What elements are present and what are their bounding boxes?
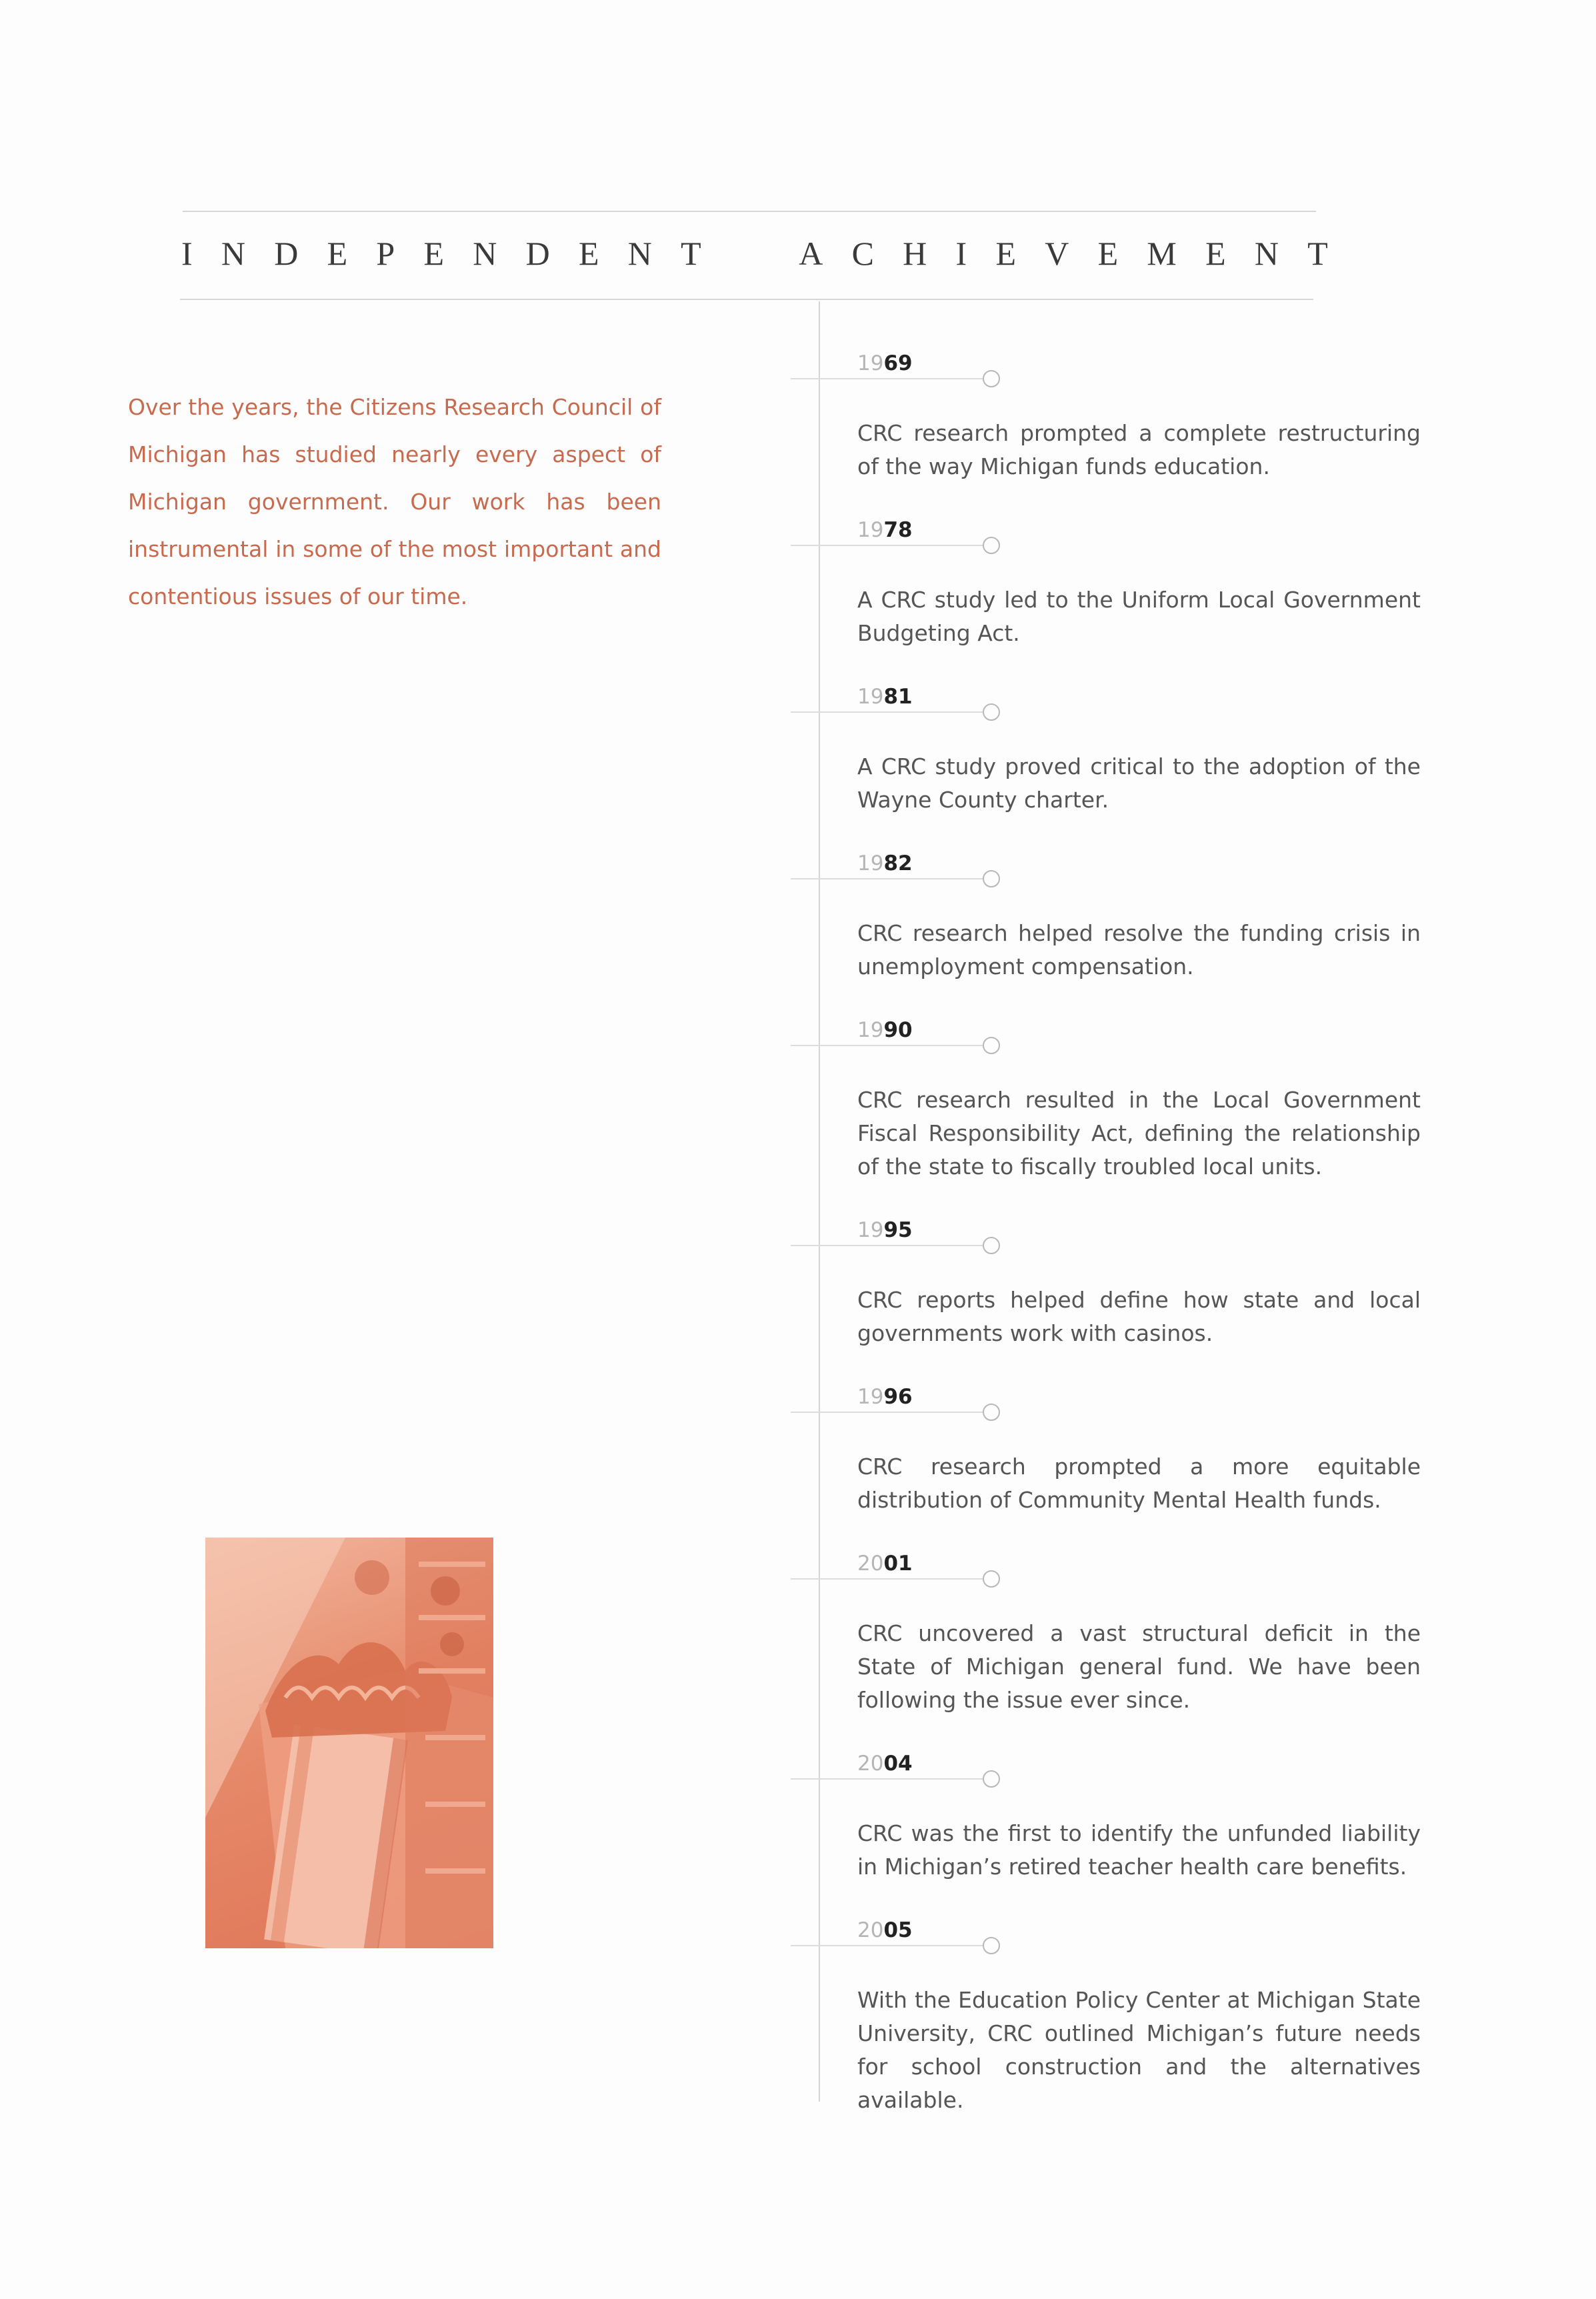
timeline-year — [857, 517, 913, 543]
year-prefix: 19 — [857, 685, 884, 709]
year-prefix: 20 — [857, 1918, 884, 1942]
title-letter: D — [525, 235, 550, 272]
timeline-tick — [791, 1245, 991, 1246]
timeline-circle-icon — [983, 1037, 1000, 1054]
timeline-entry — [791, 1550, 1424, 1750]
year-suffix: 05 — [883, 1918, 913, 1942]
timeline-circle-icon — [983, 1570, 1000, 1588]
title-letter: I — [181, 235, 193, 272]
year-suffix: 69 — [883, 351, 913, 375]
year-suffix: 78 — [883, 518, 913, 542]
timeline-circle-icon — [983, 1404, 1000, 1421]
title-letter: H — [903, 235, 927, 272]
timeline-circle-icon — [983, 870, 1000, 887]
title-word-gap — [730, 233, 770, 273]
timeline-tick — [791, 1945, 991, 1946]
year-suffix: 95 — [883, 1218, 913, 1242]
timeline-description: CRC research prompted a complete restructuring of the way Michigan funds education. — [857, 420, 1421, 479]
timeline-tick — [791, 1045, 991, 1046]
timeline-description: CRC uncovered a vast structural deficit in the State of Michigan general fund. We have been following the issue ever since. — [857, 1620, 1421, 1713]
timeline-year — [857, 1917, 913, 1944]
timeline-description: A CRC study led to the Uniform Local Government Budgeting Act. — [857, 587, 1421, 646]
year-suffix: 90 — [883, 1018, 913, 1042]
timeline-description: CRC research prompted a more equitable distribution of Community Mental Health funds. — [857, 1454, 1421, 1513]
title-letter: A — [799, 235, 823, 272]
intro-paragraph: Over the years, the Citizens Research Council of Michigan has studied nearly every aspect of Michigan government. Our work has been instrumental in some of the most important and contentious issues of our time. — [128, 394, 661, 609]
year-prefix: 19 — [857, 351, 884, 375]
timeline-year — [857, 1217, 913, 1244]
year-prefix: 19 — [857, 1385, 884, 1409]
title-letter: E — [1205, 235, 1226, 272]
timeline-description: CRC reports helped define how state and local governments work with casinos. — [857, 1287, 1421, 1346]
timeline-tick — [791, 545, 991, 546]
timeline-tick — [791, 711, 991, 713]
timeline-year — [857, 1384, 913, 1410]
year-suffix: 04 — [883, 1752, 913, 1776]
title-letter: T — [681, 235, 701, 272]
title-letter: E — [995, 235, 1016, 272]
timeline-circle-icon — [983, 537, 1000, 554]
timeline-tick — [791, 878, 991, 879]
title-letter: P — [376, 235, 395, 272]
year-prefix: 20 — [857, 1752, 884, 1776]
header-rule-top — [183, 211, 1316, 212]
timeline-tick — [791, 1412, 991, 1413]
timeline-circle-icon — [983, 370, 1000, 387]
year-suffix: 01 — [883, 1552, 913, 1576]
timeline-year — [857, 683, 913, 710]
column-capital-photo — [205, 1538, 493, 1948]
timeline-tick — [791, 378, 991, 379]
timeline-circle-icon — [983, 1237, 1000, 1254]
page-title — [181, 233, 1328, 273]
timeline-tick — [791, 1578, 991, 1580]
title-letter: C — [851, 235, 874, 272]
title-letter: M — [1147, 235, 1177, 272]
title-letter: N — [627, 235, 652, 272]
title-letter: N — [1254, 235, 1279, 272]
year-prefix: 20 — [857, 1552, 884, 1576]
year-suffix: 82 — [883, 851, 913, 875]
title-letter: E — [1097, 235, 1119, 272]
year-prefix: 19 — [857, 518, 884, 542]
title-letter: D — [274, 235, 299, 272]
title-letter: T — [1307, 235, 1328, 272]
timeline-entry — [791, 1917, 1424, 2117]
column-capital-icon — [205, 1538, 493, 1948]
year-prefix: 19 — [857, 1218, 884, 1242]
timeline-circle-icon — [983, 1937, 1000, 1954]
title-letter: N — [473, 235, 497, 272]
timeline-year — [857, 1017, 913, 1043]
timeline-tick — [791, 1778, 991, 1780]
timeline-entry — [791, 1017, 1424, 1217]
timeline-description: CRC was the first to identify the unfunded liability in Michigan’s retired teacher health care benefits. — [857, 1820, 1421, 1880]
timeline-year — [857, 350, 913, 377]
year-suffix: 81 — [883, 685, 913, 709]
timeline-circle-icon — [983, 703, 1000, 721]
title-letter: N — [221, 235, 246, 272]
timeline-year — [857, 1750, 913, 1777]
timeline-description: A CRC study proved critical to the adoption of the Wayne County charter. — [857, 753, 1421, 813]
year-suffix: 96 — [883, 1385, 913, 1409]
title-letter: I — [955, 235, 967, 272]
timeline-description: CRC research resulted in the Local Government Fiscal Responsibility Act, defining the relationship of the state to fiscally troubled local units. — [857, 1087, 1421, 1180]
header-rule-bottom — [180, 299, 1313, 300]
title-letter: E — [423, 235, 445, 272]
year-prefix: 19 — [857, 851, 884, 875]
timeline-circle-icon — [983, 1770, 1000, 1788]
timeline-year — [857, 1550, 913, 1577]
timeline-description: With the Education Policy Center at Michigan State University, CRC outlined Michigan’s future needs for school construction and the alternatives available. — [857, 1987, 1421, 2113]
timeline-year — [857, 850, 913, 877]
title-letter: E — [327, 235, 348, 272]
year-prefix: 19 — [857, 1018, 884, 1042]
title-letter: E — [579, 235, 599, 272]
title-letter: V — [1045, 235, 1069, 272]
timeline-description: CRC research helped resolve the funding crisis in unemployment compensation. — [857, 920, 1421, 979]
